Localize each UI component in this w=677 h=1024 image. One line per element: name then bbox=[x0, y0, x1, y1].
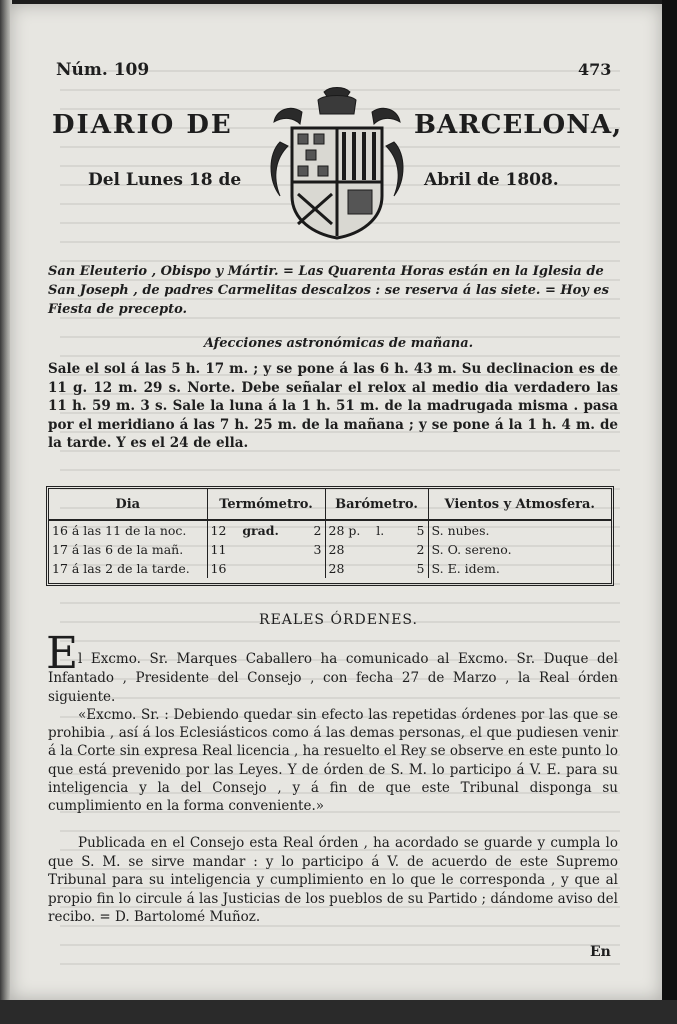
termo-frac: 2 bbox=[313, 523, 322, 538]
weather-table-header bbox=[49, 489, 611, 520]
termo-value: 11 bbox=[210, 542, 227, 557]
page-edge bbox=[662, 0, 677, 1024]
cell-baro bbox=[325, 540, 428, 559]
page-bottom-edge bbox=[0, 1000, 677, 1024]
catchword: En bbox=[590, 944, 611, 960]
baro-frac: 2 bbox=[416, 542, 425, 557]
masthead-title-left: DIARIO DE bbox=[52, 110, 233, 140]
coat-of-arms-icon bbox=[262, 84, 412, 244]
paragraph-2: «Excmo. Sr. : Debiendo quedar sin efecto las repetidas órdenes por las que se prohibia , así á los Eclesiásticos como á las demas personas, el que pudiesen venir á la Corte sin expresa Real licencia , ha resuelto el Rey se observe en este punto lo que está prevenido por las Leyes. Y de órden de S. M. lo participo á V. E. para su inteligencia y la del Consejo , y á fin de que este Tribunal disponga su cumplimiento en la forma conveniente.» bbox=[48, 707, 618, 815]
astronomy-heading: Afecciones astronómicas de mañana. bbox=[203, 336, 474, 351]
cell-baro bbox=[325, 559, 428, 578]
baro-value: 28 bbox=[328, 561, 345, 576]
baro-unit: l. bbox=[376, 523, 385, 538]
col-vientos: Vientos y Atmosfera. bbox=[428, 489, 611, 520]
page-number: 473 bbox=[578, 60, 612, 79]
col-barometro: Barómetro. bbox=[325, 489, 428, 520]
table-row bbox=[49, 559, 611, 578]
baro-value: 28 bbox=[328, 542, 345, 557]
cell-dia: 17 á las 6 de la mañ. bbox=[49, 540, 207, 559]
paragraph-1: l Excmo. Sr. Marques Caballero ha comunicado al Excmo. Sr. Duque del Infantado , Presidente del Consejo , con fecha 27 de Marzo , la Real órden siguiente. bbox=[48, 651, 618, 705]
termo-value: 12 bbox=[210, 523, 227, 538]
astronomy-text: Sale el sol á las 5 h. 17 m. ; y se pone á las 6 h. 43 m. Su declinacion es de 11 g. 12 m. 29 s. Norte. Debe señalar el relox al medio dia verdadero las 11 h. 59 m. 3 s. Sale la luna á la 1 h. 51 m. de la madrugada misma . pasa por el meridiano á las 7 h. 25 m. de la mañana ; y se pone á la 1 h. 4 m. de la tarde. Y es el 24 de ella. bbox=[48, 361, 618, 451]
cell-termo bbox=[207, 559, 325, 578]
cell-baro bbox=[325, 520, 428, 540]
cell-viento: S. O. sereno. bbox=[431, 542, 512, 557]
weather-table bbox=[46, 486, 614, 586]
cell-dia: 16 á las 11 de la noc. bbox=[49, 520, 207, 540]
termo-value: 16 bbox=[210, 561, 227, 576]
masthead-title-right: BARCELONA, bbox=[414, 110, 623, 140]
paragraph-3: Publicada en el Consejo esta Real órden , ha acordado se guarde y cumpla lo que S. M. se sirve mandar : y lo participo á V. de acuerdo de este Supremo Tribunal para su inteligencia y cumplimiento en lo que le corresponda , y que al propio fin lo circule á las Justicias de los pueblos de su Partido ; dándome aviso del recibo. = D. Bartolomé Muñoz. bbox=[48, 835, 618, 925]
cell-termo bbox=[207, 540, 325, 559]
date-right: Abril de 1808. bbox=[424, 170, 559, 190]
baro-frac: 5 bbox=[416, 561, 425, 576]
cell-viento: S. nubes. bbox=[431, 523, 490, 538]
termo-unit: grad. bbox=[242, 523, 279, 538]
cell-viento: S. E. idem. bbox=[431, 561, 500, 576]
baro-frac: 5 bbox=[416, 523, 425, 538]
termo-frac: 3 bbox=[313, 542, 322, 557]
drop-cap: E bbox=[46, 628, 79, 679]
date-left: Del Lunes 18 de bbox=[88, 170, 242, 190]
cell-dia: 17 á las 2 de la tarde. bbox=[49, 559, 207, 578]
table-row bbox=[49, 520, 611, 540]
issue-number: Núm. 109 bbox=[56, 60, 150, 80]
col-termometro: Termómetro. bbox=[207, 489, 325, 520]
cell-termo bbox=[207, 520, 325, 540]
baro-value: 28 p. bbox=[328, 523, 361, 538]
section-heading-reales-ordenes: REALES ÓRDENES. bbox=[259, 612, 418, 628]
table-row bbox=[49, 540, 611, 559]
saints-of-the-day: San Eleuterio , Obispo y Mártir. = Las Quarenta Horas están en la Iglesia de San Joseph , de padres Carmelitas descalzos : se reserva á las siete. = Hoy es Fiesta de precepto. bbox=[48, 264, 609, 317]
col-dia: Dia bbox=[49, 489, 207, 520]
